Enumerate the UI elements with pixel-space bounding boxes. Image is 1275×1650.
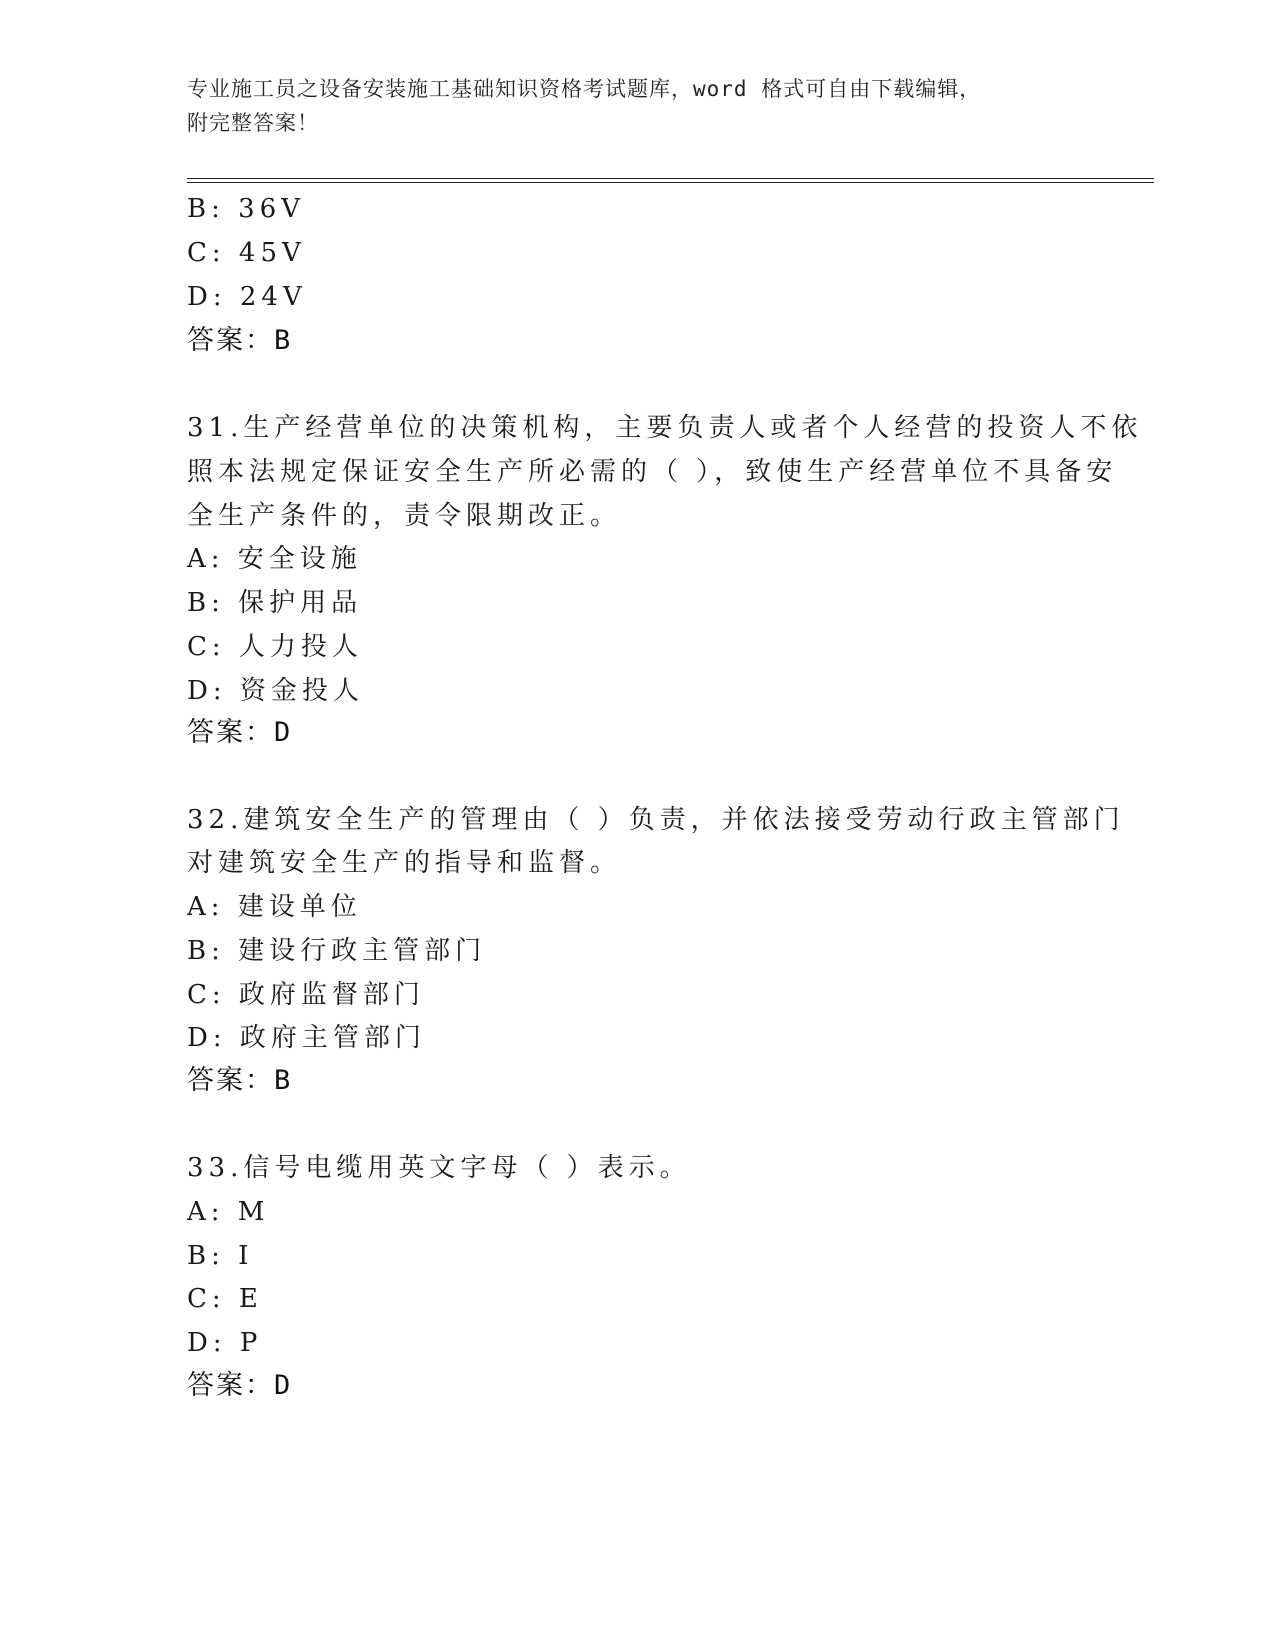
header-line-2: 附完整答案！ [187, 111, 319, 135]
q31-text-line-2: 照本法规定保证安全生产所必需的（ ），致使生产经营单位不具备安 [187, 457, 1118, 487]
q31-option-d: D: 资金投人 [187, 676, 364, 706]
prev-option-b: B: 36V [187, 194, 305, 224]
q33-option-d: D: P [187, 1328, 263, 1358]
q31-option-b: B: 保护用品 [187, 588, 363, 618]
q32-option-d: D: 政府主管部门 [187, 1023, 426, 1053]
q33-option-a: A: M [187, 1197, 270, 1227]
prev-option-d: D: 24V [187, 282, 307, 312]
header-divider-bottom [187, 182, 1154, 183]
header-divider-top [187, 178, 1154, 179]
q33-answer: 答案：D [187, 1370, 293, 1401]
header-line-1: 专业施工员之设备安装施工基础知识资格考试题库，word 格式可自由下载编辑， [187, 77, 982, 101]
document-header [187, 72, 1087, 140]
q31-option-a: A: 安全设施 [187, 544, 362, 574]
q31-option-c: C: 人力投人 [187, 632, 363, 662]
q32-answer: 答案：B [187, 1065, 293, 1096]
q32-option-a: A: 建设单位 [187, 892, 362, 922]
q31-text-line-1: 31.生产经营单位的决策机构，主要负责人或者个人经营的投资人不依 [187, 413, 1143, 443]
q33-text-line-1: 33.信号电缆用英文字母（ ）表示。 [187, 1153, 691, 1183]
prev-option-c: C: 45V [187, 238, 306, 268]
q32-text-line-1: 32.建筑安全生产的管理由（ ）负责，并依法接受劳动行政主管部门 [187, 805, 1125, 835]
q32-option-b: B: 建设行政主管部门 [187, 936, 487, 966]
prev-answer: 答案：B [187, 325, 293, 356]
q33-option-c: C: E [187, 1284, 263, 1314]
q31-text-line-3: 全生产条件的，责令限期改正。 [187, 501, 622, 531]
q32-option-c: C: 政府监督部门 [187, 980, 425, 1010]
q33-option-b: B: I [187, 1241, 254, 1271]
q32-text-line-2: 对建筑安全生产的指导和监督。 [187, 848, 622, 878]
q31-answer: 答案：D [187, 717, 293, 748]
